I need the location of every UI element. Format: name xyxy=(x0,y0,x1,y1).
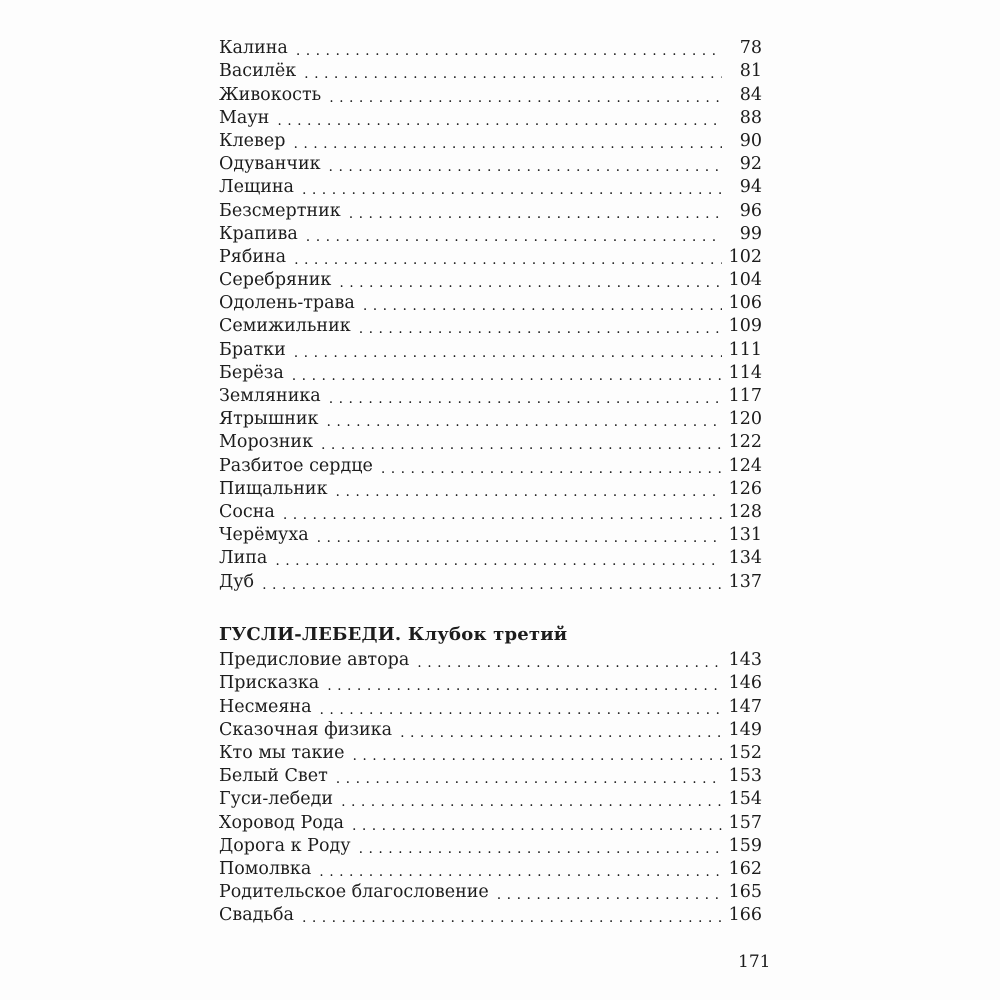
dot-leader xyxy=(352,813,722,834)
toc-entry-title: Сказочная физика xyxy=(219,719,393,740)
dot-leader xyxy=(327,673,722,694)
dot-leader xyxy=(319,859,722,880)
dot-leader xyxy=(363,293,722,314)
toc-entry-page: 90 xyxy=(739,130,762,151)
dot-leader xyxy=(417,650,722,671)
toc-entry-page: 147 xyxy=(728,696,762,717)
toc-entry xyxy=(219,741,762,764)
toc-entry xyxy=(219,291,762,314)
toc-entry-title: Присказка xyxy=(219,673,320,694)
toc-entry-title: Безсмертник xyxy=(219,200,341,221)
toc-entry xyxy=(219,384,762,407)
toc-entry-title: Морозник xyxy=(219,432,314,453)
toc-entry-title: Дорога к Роду xyxy=(219,835,351,856)
dot-leader xyxy=(329,85,722,106)
toc-entry-page: 102 xyxy=(728,246,762,267)
dot-leader xyxy=(321,432,722,453)
toc-entry xyxy=(219,222,762,245)
toc-entry xyxy=(219,361,762,384)
toc-entry xyxy=(219,268,762,291)
toc-entry-title: Маун xyxy=(219,107,270,128)
toc-entry-page: 128 xyxy=(728,501,762,522)
toc-entry-title: Семижильник xyxy=(219,316,351,337)
toc-entry-page: 126 xyxy=(728,478,762,499)
dot-leader xyxy=(329,386,722,407)
toc-entry-title: Дуб xyxy=(219,571,255,592)
toc-entry xyxy=(219,36,762,59)
toc-entry-title: Несмеяна xyxy=(219,696,312,717)
toc-entry xyxy=(219,880,762,903)
toc-entry-title: Родительское благословение xyxy=(219,882,489,903)
toc-entry xyxy=(219,129,762,152)
toc-entry-title: Ятрышник xyxy=(219,409,319,430)
toc-entry-page: 166 xyxy=(728,905,762,926)
toc-entry xyxy=(219,671,762,694)
dot-leader xyxy=(497,882,722,903)
dot-leader xyxy=(339,270,722,291)
toc-entry-title: Свадьба xyxy=(219,905,294,926)
toc-entry xyxy=(219,694,762,717)
toc-entry xyxy=(219,453,762,476)
toc-entry xyxy=(219,764,762,787)
dot-leader xyxy=(277,108,722,129)
toc-entry xyxy=(219,314,762,337)
toc-entry-page: 159 xyxy=(728,835,762,856)
toc-entry-page: 134 xyxy=(728,548,762,569)
toc-entry-title: Василёк xyxy=(219,61,297,82)
toc-entry-page: 153 xyxy=(728,766,762,787)
toc-entry xyxy=(219,810,762,833)
dot-leader xyxy=(353,743,723,764)
toc-entry-title: Белый Свет xyxy=(219,766,328,787)
toc-entry xyxy=(219,500,762,523)
dot-leader xyxy=(302,905,722,926)
dot-leader xyxy=(381,456,722,477)
toc-entry xyxy=(219,857,762,880)
dot-leader xyxy=(292,363,722,384)
section-heading: ГУСЛИ-ЛЕБЕДИ. Клубок третий xyxy=(219,624,568,645)
toc-entry xyxy=(219,198,762,221)
dot-leader xyxy=(262,572,722,593)
toc-entry-title: Сосна xyxy=(219,501,275,522)
dot-leader xyxy=(306,224,722,245)
toc-entry-page: 131 xyxy=(728,525,762,546)
dot-leader xyxy=(336,766,722,787)
dot-leader xyxy=(317,525,722,546)
dot-leader xyxy=(296,38,722,59)
toc-entry-title: Живокость xyxy=(219,84,322,105)
toc-entry-page: 99 xyxy=(739,223,762,244)
toc-entry-title: Разбитое сердце xyxy=(219,455,373,476)
toc-entry xyxy=(219,59,762,82)
toc-entry-page: 104 xyxy=(728,270,762,291)
dot-leader xyxy=(302,177,722,198)
toc-entry-page: 109 xyxy=(728,316,762,337)
toc-entry-title: Одолень-трава xyxy=(219,293,355,314)
dot-leader xyxy=(400,720,722,741)
toc-entry-page: 96 xyxy=(739,200,762,221)
toc-entry xyxy=(219,407,762,430)
toc-entry-page: 154 xyxy=(728,789,762,810)
toc-entry-title: Гуси-лебеди xyxy=(219,789,334,810)
toc-entry xyxy=(219,648,762,671)
toc-entry-title: Берёза xyxy=(219,362,284,383)
toc-entry-page: 149 xyxy=(728,719,762,740)
toc-entry-title: Кто мы такие xyxy=(219,742,345,763)
dot-leader xyxy=(326,409,722,430)
toc-entry-page: 117 xyxy=(728,386,762,406)
dot-leader xyxy=(293,131,722,152)
toc-entry-page: 94 xyxy=(739,177,762,198)
dot-leader xyxy=(304,61,722,82)
toc-entry-title: Липа xyxy=(219,548,268,569)
toc-entry-page: 152 xyxy=(728,742,762,763)
toc-entry xyxy=(219,523,762,546)
toc-entry-page: 162 xyxy=(728,858,762,879)
dot-leader xyxy=(349,201,722,222)
toc-entry xyxy=(219,787,762,810)
toc-entry-title: Серебряник xyxy=(219,270,332,291)
toc-entry xyxy=(219,430,762,453)
toc-entry-page: 137 xyxy=(728,571,762,592)
toc-entry xyxy=(219,718,762,741)
toc-entry-page: 146 xyxy=(728,673,762,694)
toc-entry xyxy=(219,569,762,592)
toc-entry-page: 84 xyxy=(739,84,762,105)
toc-entry-page: 106 xyxy=(728,293,762,314)
dot-leader xyxy=(359,316,722,337)
toc-entry-page: 114 xyxy=(728,362,762,383)
dot-leader xyxy=(320,697,722,718)
toc-entry-page: 111 xyxy=(728,339,762,360)
toc-entry-page: 120 xyxy=(728,409,762,430)
toc-entry-title: Крапива xyxy=(219,223,298,244)
dot-leader xyxy=(275,548,722,569)
dot-leader xyxy=(359,836,722,857)
page-number: 171 xyxy=(738,952,771,972)
toc-entry xyxy=(219,337,762,360)
toc-entry-page: 88 xyxy=(739,107,762,128)
toc-entry-title: Братки xyxy=(219,339,286,360)
toc-list-part-two xyxy=(219,648,762,926)
dot-leader xyxy=(294,340,722,361)
toc-entry-title: Помолвка xyxy=(219,858,312,879)
toc-entry xyxy=(219,546,762,569)
toc-entry xyxy=(219,903,762,926)
toc-entry-title: Пищальник xyxy=(219,478,328,499)
toc-entry xyxy=(219,152,762,175)
toc-entry-title: Калина xyxy=(219,38,288,59)
toc-entry-page: 78 xyxy=(739,38,762,59)
dot-leader xyxy=(341,789,722,810)
toc-entry xyxy=(219,175,762,198)
toc-entry-title: Одуванчик xyxy=(219,154,321,175)
dot-leader xyxy=(329,154,722,175)
toc-entry xyxy=(219,245,762,268)
toc-entry-page: 122 xyxy=(728,432,762,453)
toc-list-part-one xyxy=(219,36,762,593)
toc-entry-page: 124 xyxy=(728,455,762,476)
toc-entry-title: Клевер xyxy=(219,130,286,151)
dot-leader xyxy=(294,247,722,268)
toc-entry xyxy=(219,82,762,105)
toc-entry-title: Черёмуха xyxy=(219,525,309,546)
toc-entry-title: Рябина xyxy=(219,246,287,267)
dot-leader xyxy=(283,502,722,523)
toc-entry xyxy=(219,834,762,857)
toc-entry-page: 92 xyxy=(739,154,762,175)
toc-entry-title: Хоровод Рода xyxy=(219,812,344,833)
toc-entry-page: 165 xyxy=(728,882,762,903)
toc-entry-page: 81 xyxy=(739,61,762,82)
toc-entry-page: 143 xyxy=(728,650,762,671)
toc-entry-title: Земляника xyxy=(219,386,321,406)
toc-entry xyxy=(219,477,762,500)
toc-entry-title: Предисловие автора xyxy=(219,650,410,671)
dot-leader xyxy=(336,479,722,500)
toc-entry xyxy=(219,106,762,129)
toc-entry-page: 157 xyxy=(728,812,762,833)
toc-entry-title: Лещина xyxy=(219,177,294,198)
